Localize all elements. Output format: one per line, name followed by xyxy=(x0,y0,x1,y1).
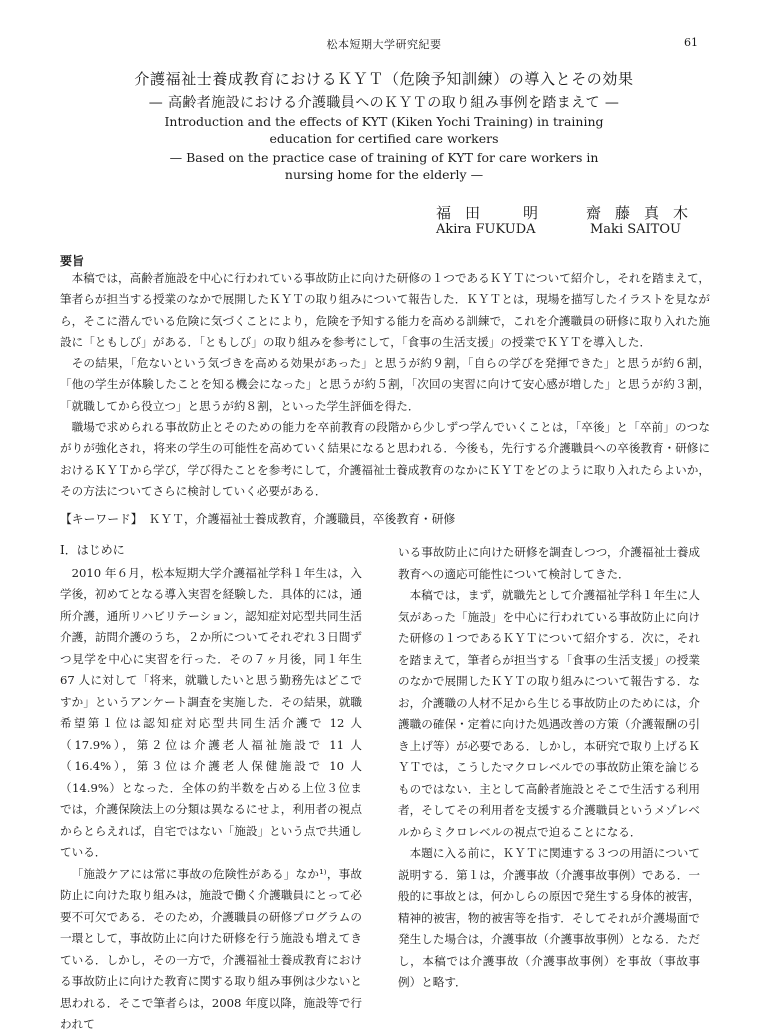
body-paragraph: いる事故防止に向けた研修を調査しつつ，介護福祉士養成教育への適応可能性について検討してきた． xyxy=(398,545,700,581)
abstract-paragraph: その結果，「危ないという気づきを高める効果があった」と思うが約９割，「自らの学びを発揮できた」と思うが約６割，「他の学生が体験したことを知る機会になった」と思うが約５割，「次回の実習に向けて安心感が増した」と思うが約３割，「就職してから役立つ」と思うが約８割，といった学生評価を得た． xyxy=(60,356,710,413)
abstract-paragraph: 本稿では，高齢者施設を中心に行われている事故防止に向けた研修の１つであるＫＹＴについて紹介し，それを踏まえて，筆者らが担当する授業のなかで展開したＫＹＴの取り組みについて報告した．ＫＹＴとは，現場を描写したイラストを見ながら，そこに潜んでいる危険に気づくことにより，危険を予知する能力を高める訓練で，これを介護職員の研修に取り入れた施設に「ともしび」がある．「ともしび」の取り組みを参考にして，「食事の生活支援」の授業でＫＹＴを導入した． xyxy=(60,271,710,349)
body-paragraph: 本稿では，まず，就職先として介護福祉学科１年生に人気があった「施設」を中心に行われている事故防止に向けた研修の１つであるＫＹＴについて紹介する．次に，それを踏まえて，筆者らが担当する「食事の生活支援」の授業のなかで展開したＫＹＴの取り組みについて報告する．なお，介護職の人材不足から生じる事故防止のためには，介護職の確保・定着に向けた処遇改善の方策（介護報酬の引き上げ等）が必要である．しかし，本研究で取り上げるＫＹＴでは，こうしたマクロレベルでの事故防止策を論じるものではない．主として高齢者施設とそこで生活する利用者，そしてその利用者を支援する介護職員というメゾレベルからミクロレベルの視点で迫ることになる． xyxy=(398,588,700,839)
keywords xyxy=(60,510,710,527)
abstract-paragraph: 職場で求められる事故防止とそのための能力を卒前教育の段階から少しずつ学んでいくことは，「卒後」と「卒前」のつながりが強化され，将来の学生の可能性を高めていく結果になると思われる．今後も，先行する介護職員への卒後教育・研修におけるＫＹＴから学び，学び得たことを参考にして，介護福祉士養成教育のなかにＫＹＴをどのように取り入れたらよいか，その方法についてさらに検討していく必要がある． xyxy=(60,420,710,498)
title-english-line: education for certified care workers xyxy=(269,131,499,146)
title-english-line: Introduction and the effects of KYT (Kiken Yochi Training) in training xyxy=(164,114,604,129)
subtitle-english xyxy=(0,149,768,183)
author-name-ja: 福田 明 xyxy=(436,204,553,222)
subtitle-english-line: — Based on the practice case of training of KYT for care workers in xyxy=(169,150,599,165)
keywords-text: ＫＹＴ，介護福祉士養成教育，介護職員，卒後教育・研修 xyxy=(148,512,456,526)
body-column-right xyxy=(398,540,700,994)
section-heading: Ⅰ．はじめに xyxy=(60,543,125,557)
page-number: 61 xyxy=(684,36,698,49)
title-japanese: 介護福祉士養成教育におけるＫＹＴ（危険予知訓練）の導入とその効果 xyxy=(134,70,634,88)
running-head: 松本短期大学研究紀要 xyxy=(326,38,442,51)
keywords-label: 【キーワード】 xyxy=(60,512,143,526)
body-paragraph: 本題に入る前に，ＫＹＴに関連する３つの用語について説明する．第１は，介護事故（介護事故事例）である．一般的に事故とは，何かしらの原因で発生する身体的被害，精神的被害，物的被害等を指す．そしてそれが介護場面で発生した場合は，介護事故（介護事故事例）となる．ただし，本稿では介護事故（介護事故事例）を事故（事故事例）と略す． xyxy=(398,846,700,989)
title-english xyxy=(0,113,768,147)
subtitle-english-line: nursing home for the elderly — xyxy=(284,167,484,182)
abstract xyxy=(60,268,710,502)
author-name-en: Maki SAITOU xyxy=(590,222,681,237)
body-paragraph: 2010 年６月，松本短期大学介護福祉学科１年生は，入学後，初めてとなる導入実習を経験した．具体的には，通所介護，通所リハビリテーション，認知症対応型共同生活介護，訪問介護のうち，２か所についてそれぞれ３日間ずつ見学を中心に実習を行った．その７ヶ月後，同１年生 67 人に対して「将来，就職したいと思う勤務先はどこですか」というアンケート調査を実施した．その結果，就職希望第１位は認知症対応型共同生活介護で 12 人（17.9%），第２位は介護老人福祉施設で 11 人（16.4%），第３位は介護老人保健施設で 10 人（14.9%）となった．全体の約半数を占める上位３位までは，介護保険法上の分類は異なるにせよ，利用者の視点からとらえれば，自宅ではない「施設」という点で共通している． xyxy=(60,565,362,859)
abstract-heading: 要旨 xyxy=(60,254,85,268)
subtitle-japanese: — 高齢者施設における介護職員へのＫＹＴの取り組み事例を踏まえて — xyxy=(148,95,620,111)
author-name-ja: 齋藤真木 xyxy=(586,204,703,222)
author-name-en: Akira FUKUDA xyxy=(436,222,536,237)
body-paragraph: 「施設ケアには常に事故の危険性がある」なか¹⁾，事故防止に向けた取り組みは，施設で働く介護職員にとって必要不可欠である．そのため，介護職員の研修プログラムの一環として，事故防止に向けた研修を行う施設も増えてきている．しかし，その一方で，介護福祉士養成教育における事故防止に向けた教育に関する取り組み事例は少ないと思われる．そこで筆者らは，2008 年度以降，施設等で行われて xyxy=(60,866,362,1031)
body-column-left xyxy=(60,540,362,1036)
